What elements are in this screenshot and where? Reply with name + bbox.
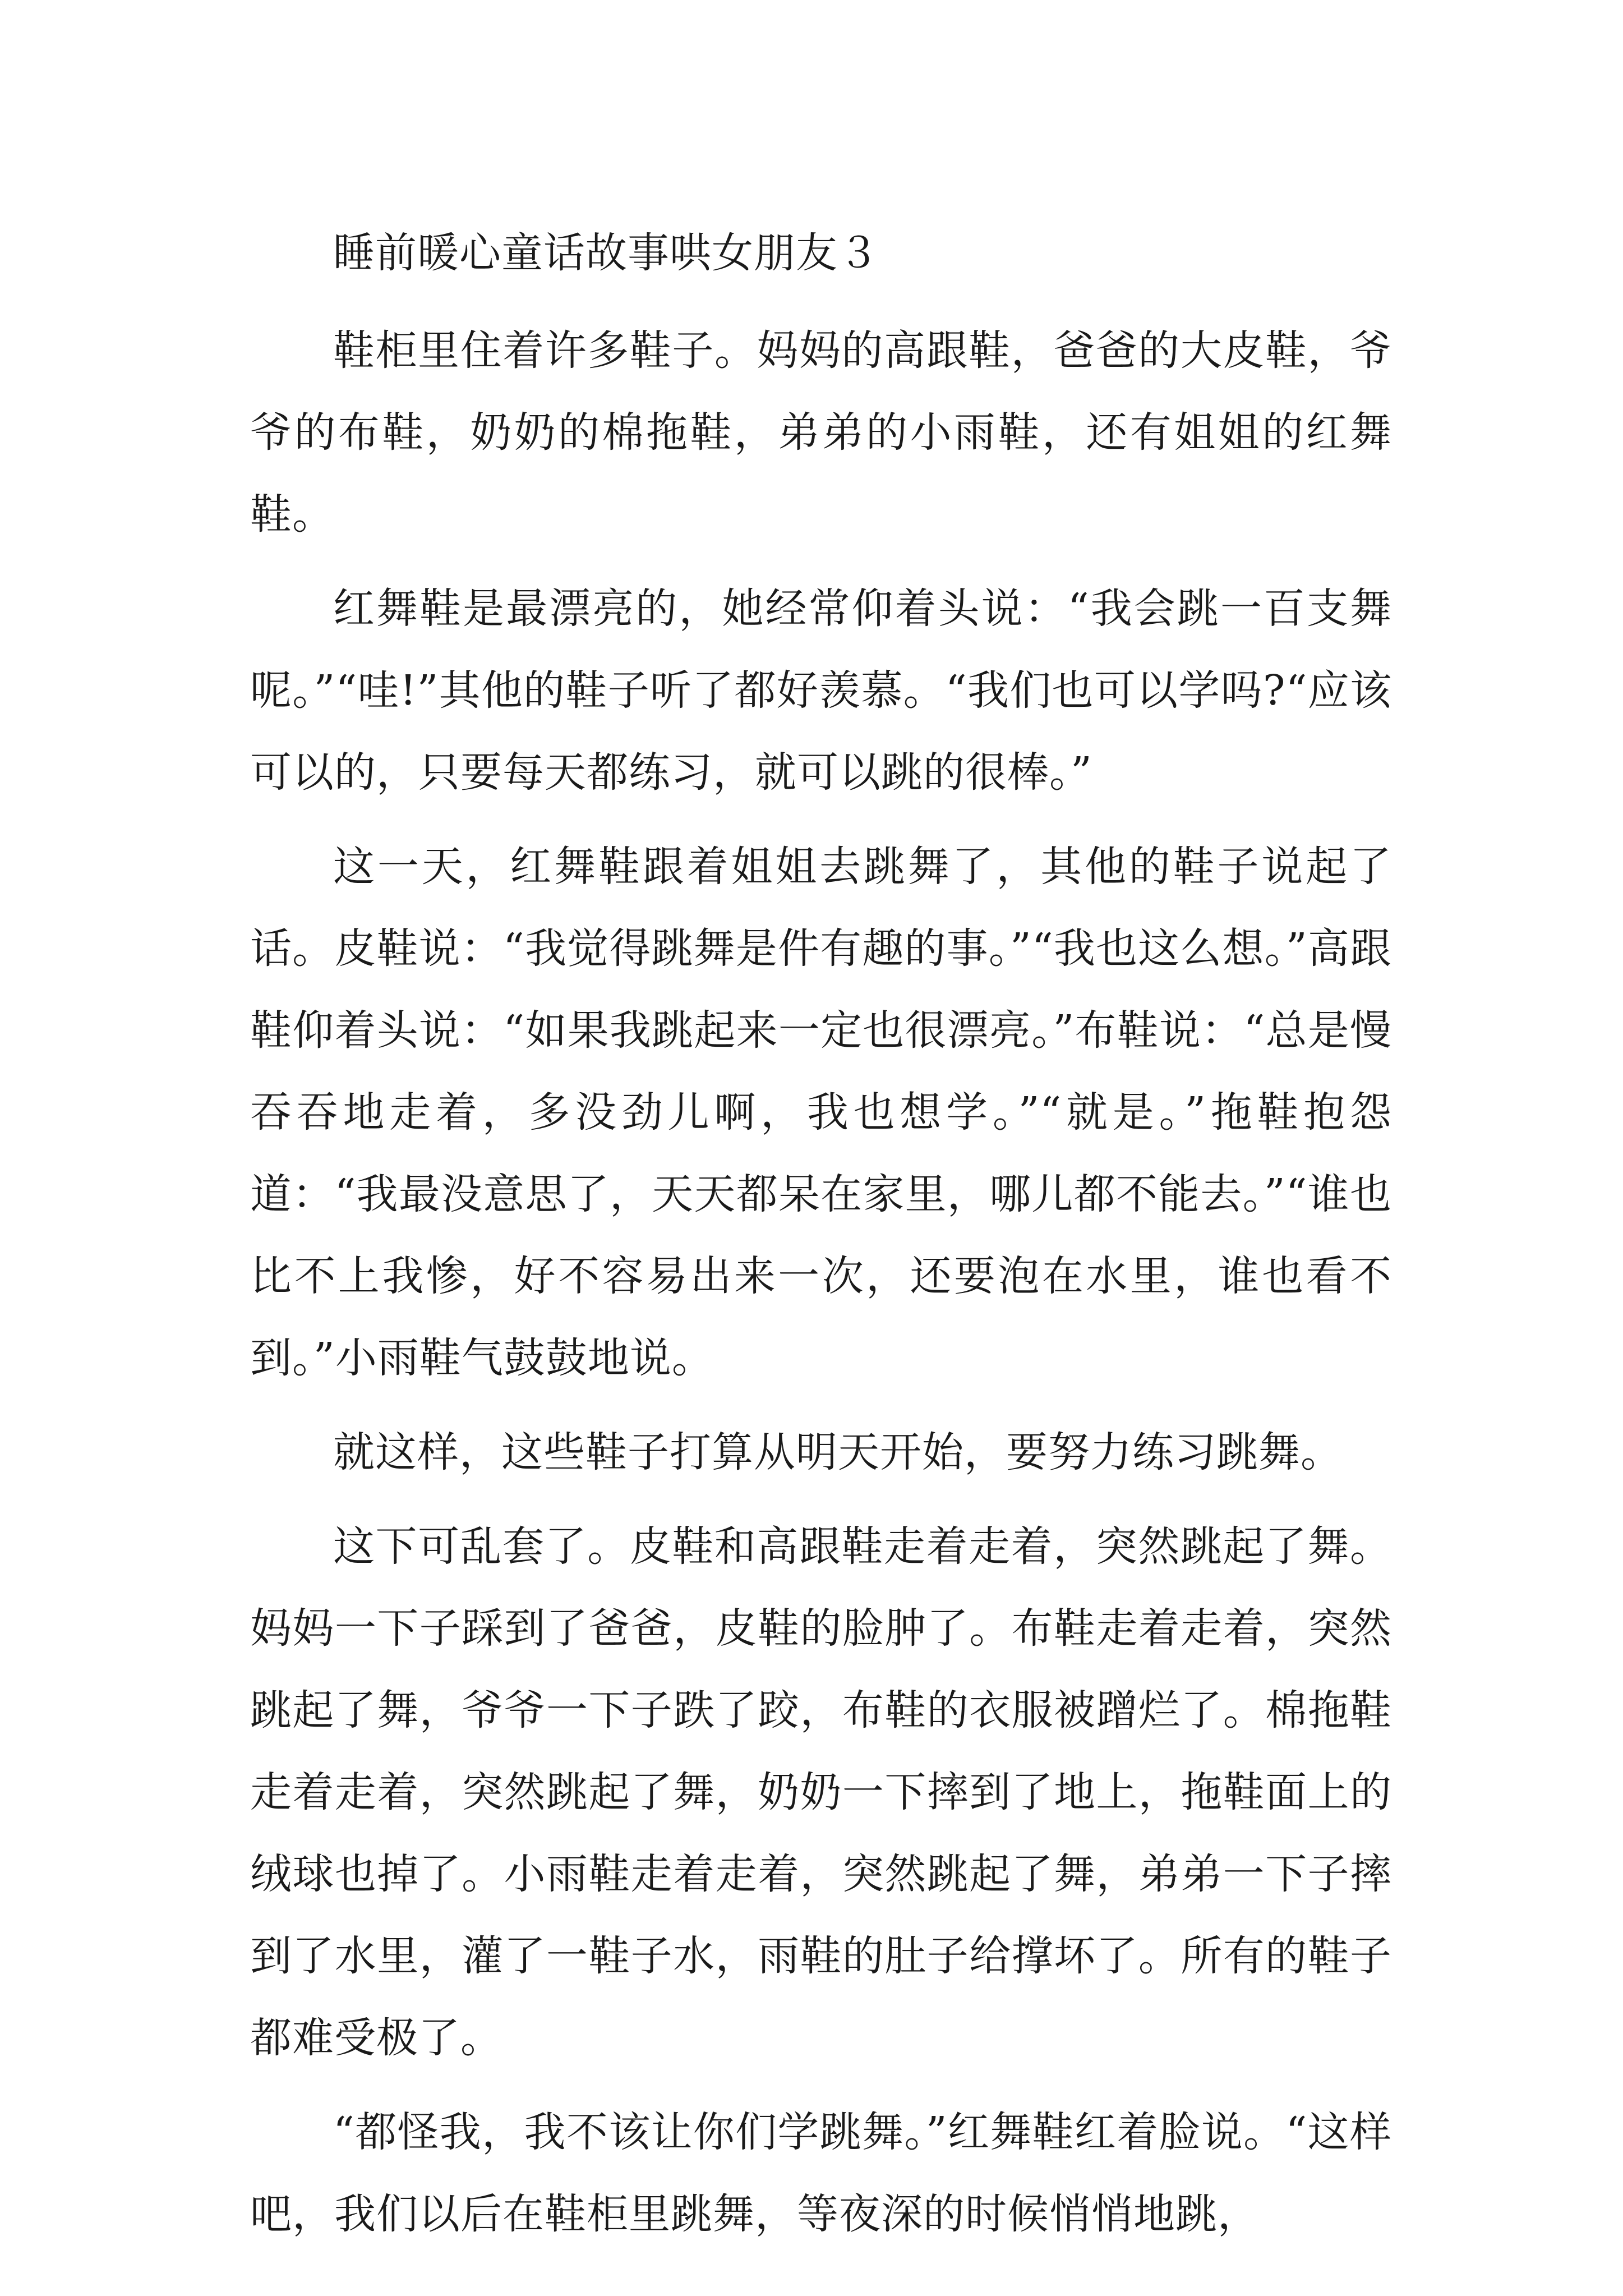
paragraph-2: 红舞鞋是最漂亮的，她经常仰着头说：“我会跳一百支舞呢。”“哇!”其他的鞋子听了都好羡慕。“我们也可以学吗?“应该可以的，只要每天都练习，就可以跳的很棒。” [250,585,1392,797]
paragraph-1: 鞋柜里住着许多鞋子。妈妈的高跟鞋，爸爸的大皮鞋，爷爷的布鞋，奶奶的棉拖鞋，弟弟的小雨鞋，还有姐姐的红舞鞋。 [250,326,1392,539]
paragraph-5: 这下可乱套了。皮鞋和高跟鞋走着走着，突然跳起了舞。妈妈一下子踩到了爸爸，皮鞋的脸肿了。布鞋走着走着，突然跳起了舞，爷爷一下子跌了跤，布鞋的衣服被蹭烂了。棉拖鞋走着走着，突然跳起了舞，奶奶一下摔到了地上，拖鞋面上的绒球也掉了。小雨鞋走着走着，突然跳起了舞，弟弟一下子摔到了水里，灌了一鞋子水，雨鞋的肚子给撑坏了。所有的鞋子都难受极了。 [250,1522,1392,2062]
paragraph-6: “都怪我，我不该让你们学跳舞。”红舞鞋红着脸说。“这样吧，我们以后在鞋柜里跳舞，等夜深的时候悄悄地跳， [250,2108,1392,2238]
story-title: 睡前暖心童话故事哄女朋友３ [333,229,880,277]
paragraph-4: 就这样，这些鞋子打算从明天开始，要努力练习跳舞。 [333,1428,1343,1476]
paragraph-3: 这一天，红舞鞋跟着姐姐去跳舞了，其他的鞋子说起了话。皮鞋说：“我觉得跳舞是件有趣的事。”“我也这么想。”高跟鞋仰着头说：“如果我跳起来一定也很漂亮。”布鞋说：“总是慢吞吞地走着，多没劲儿啊，我也想学。”“就是。”拖鞋抱怨道：“我最没意思了，天天都呆在家里，哪儿都不能去。”“谁也比不上我惨，好不容易出来一次，还要泡在水里，谁也看不到。”小雨鞋气鼓鼓地说。 [250,843,1392,1382]
document-body [250,212,1392,2255]
